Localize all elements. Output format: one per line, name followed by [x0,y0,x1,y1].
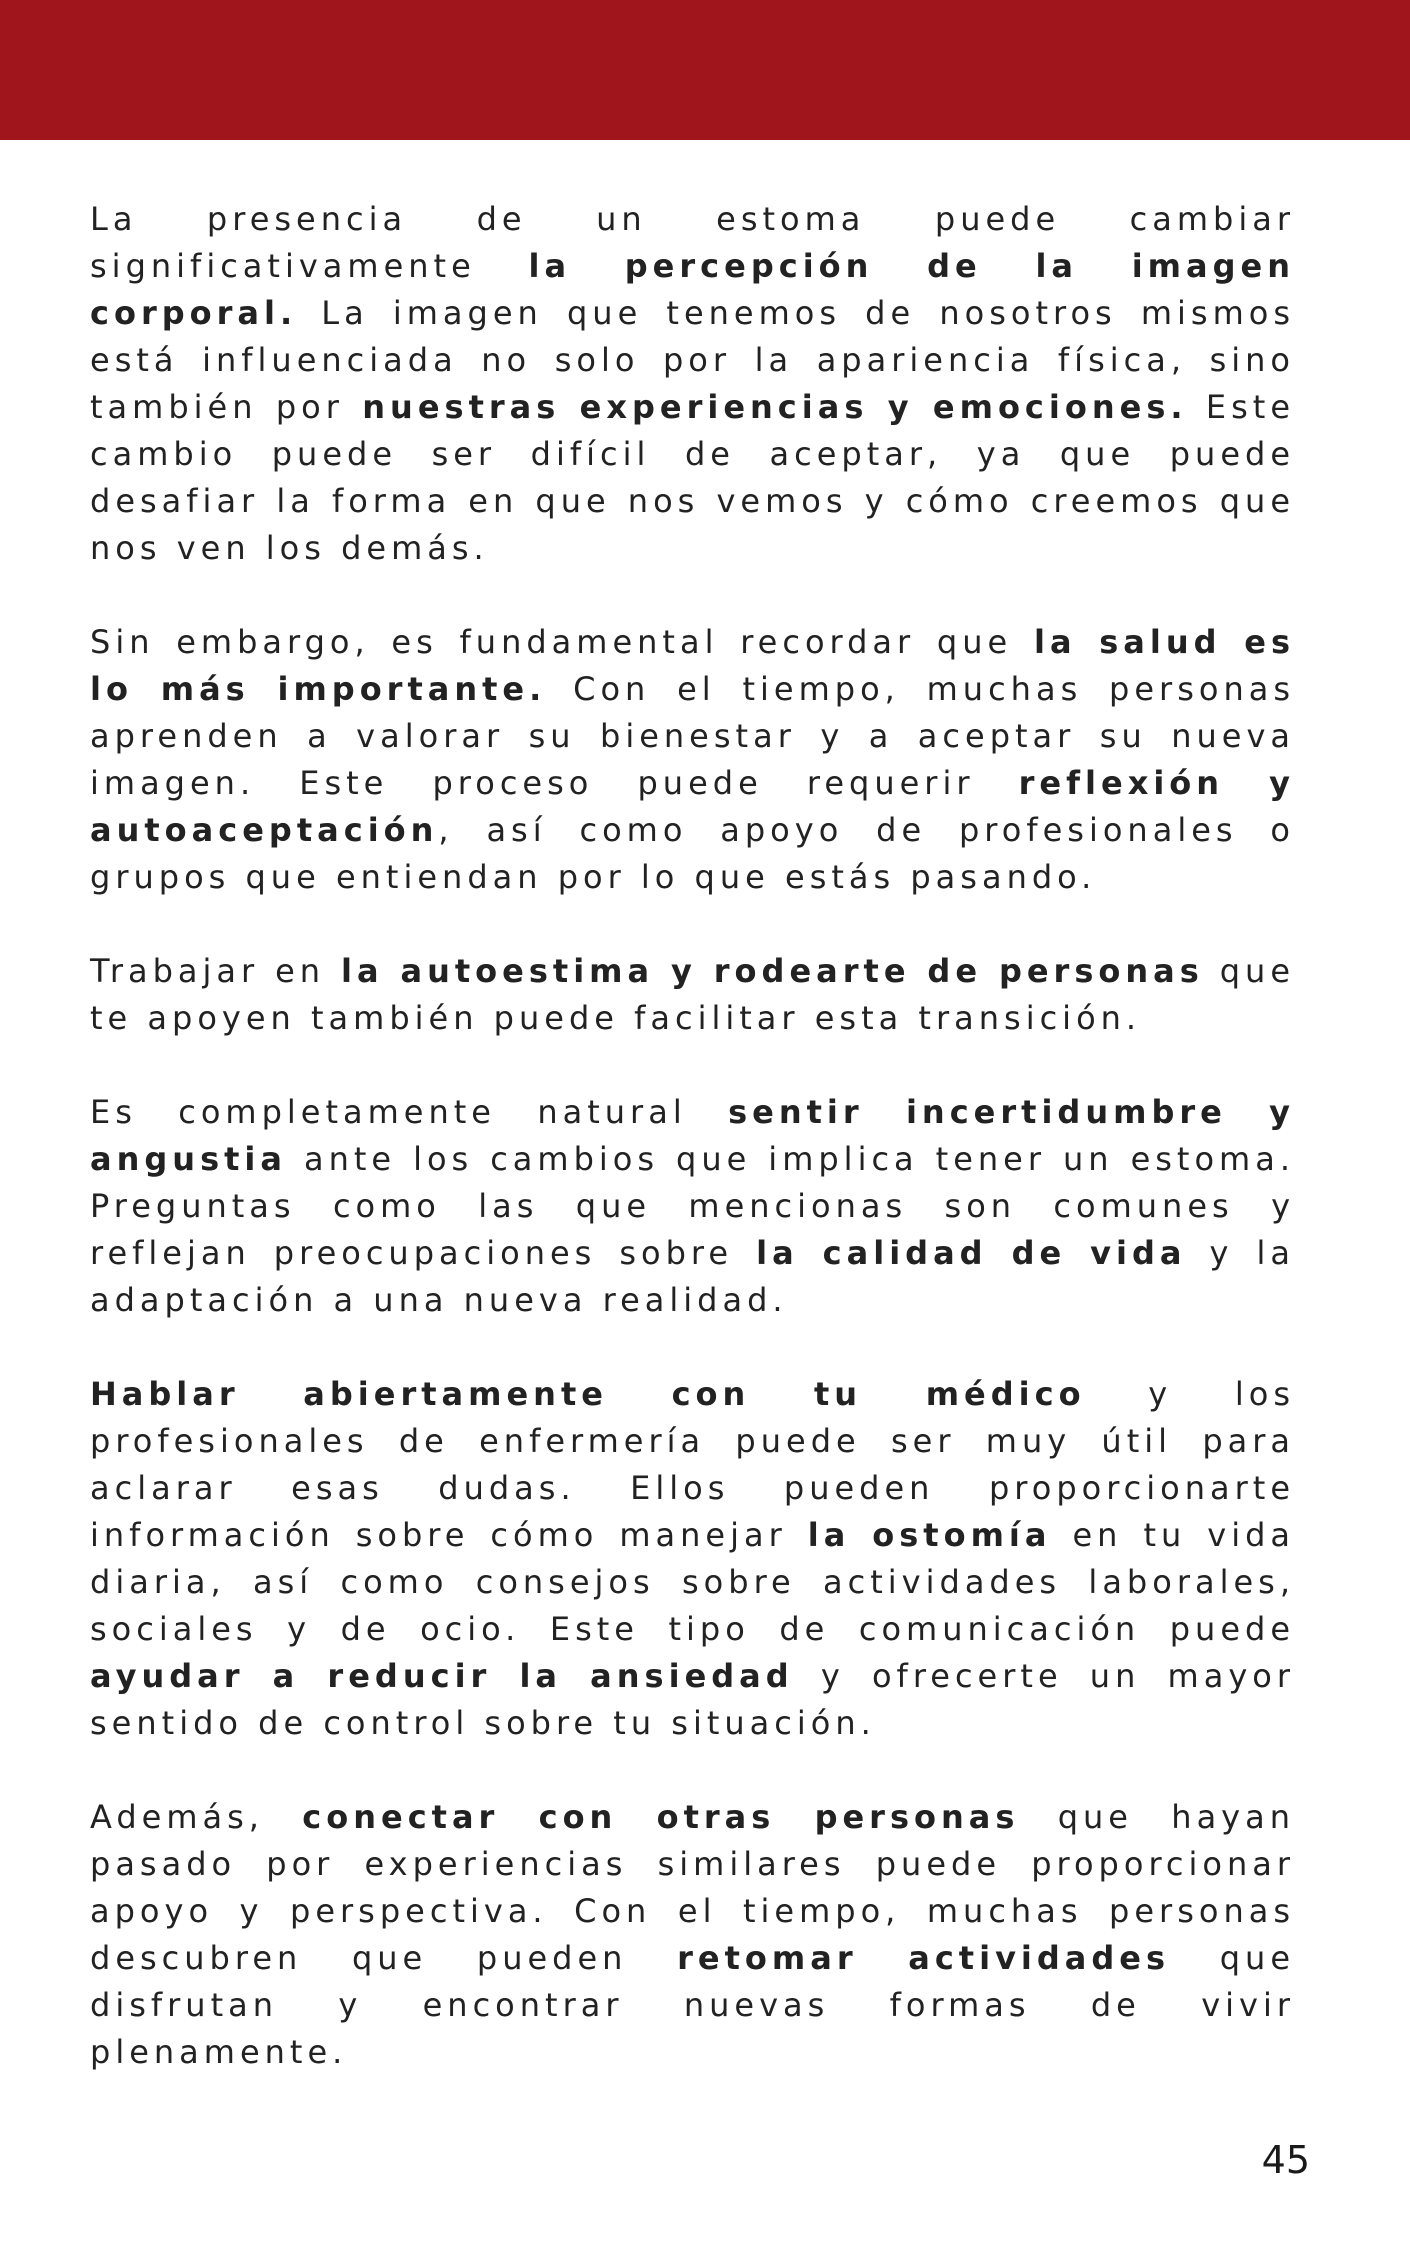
paragraph-health-first [90,619,1295,901]
emphasis-text: la percepción de la imagen corporal. [90,247,1296,332]
body-run: La presencia de un estoma puede cambiar significativamente [90,200,1295,285]
paragraph-uncertainty [90,1089,1295,1324]
emphasis-text: sentir incertidumbre y angustia [90,1093,1296,1178]
page-number: 45 [1261,2138,1310,2182]
emphasis-text: la salud es lo más importante. [90,623,1296,708]
paragraph-connect-with-others [90,1794,1295,2076]
emphasis-text: reflexión y autoaceptación [90,764,1296,849]
body-run: Trabajar en [90,952,342,990]
body-run: que disfrutan y encontrar nuevas formas de vivir plenamente. [90,1939,1296,2071]
body-run: y ofrecerte un mayor sentido de control sobre tu situación. [90,1657,1295,1742]
body-run: La imagen que tenemos de nosotros mismos está influenciada no solo por la apariencia física, sino también por [90,294,1295,426]
body-run: y la adaptación a una nueva realidad. [90,1234,1295,1319]
emphasis-text: Hablar abiertamente con tu médico [90,1375,1086,1413]
body-run: y los profesionales de enfermería puede ser muy útil para aclarar esas dudas. Ellos pueden proporcionarte información sobre cómo manejar [90,1375,1296,1554]
emphasis-text: la ostomía [807,1516,1052,1554]
body-run: en tu vida diaria, así como consejos sobre actividades laborales, sociales y de ocio. Este tipo de comunicación puede [90,1516,1296,1648]
paragraph-talk-to-doctor [90,1371,1295,1747]
paragraph-self-esteem [90,948,1295,1042]
body-run: , así como apoyo de profesionales o grupos que entiendan por lo que estás pasando. [90,811,1295,896]
body-run: Sin embargo, es fundamental recordar que [90,623,1034,661]
emphasis-text: ayudar a reducir la ansiedad [90,1657,794,1695]
body-run: que te apoyen también puede facilitar esta transición. [90,952,1296,1037]
body-run: Además, [90,1798,303,1836]
emphasis-text: nuestras experiencias y emociones. [362,388,1188,426]
body-run: que hayan pasado por experiencias similares puede proporcionar apoyo y perspectiva. Con el tiempo, muchas personas descubren que pueden [90,1798,1295,1977]
emphasis-text: retomar actividades [677,1939,1171,1977]
body-run: Es completamente natural [90,1093,729,1131]
body-run: ante los cambios que implica tener un estoma. Preguntas como las que mencionas son comunes y reflejan preocupaciones sobre [90,1140,1295,1272]
body-text [90,196,1295,2123]
paragraph-image-perception [90,196,1295,572]
body-run: Este cambio puede ser difícil de aceptar, ya que puede desafiar la forma en que nos vemos y cómo creemos que nos ven los demás. [90,388,1296,567]
emphasis-text: la autoestima y rodearte de personas [341,952,1204,990]
body-run: Con el tiempo, muchas personas aprenden a valorar su bienestar y a aceptar su nueva imagen. Este proceso puede requerir [90,670,1296,802]
header-band [0,0,1410,140]
emphasis-text: conectar con otras personas [302,1798,1020,1836]
emphasis-text: la calidad de vida [756,1234,1187,1272]
